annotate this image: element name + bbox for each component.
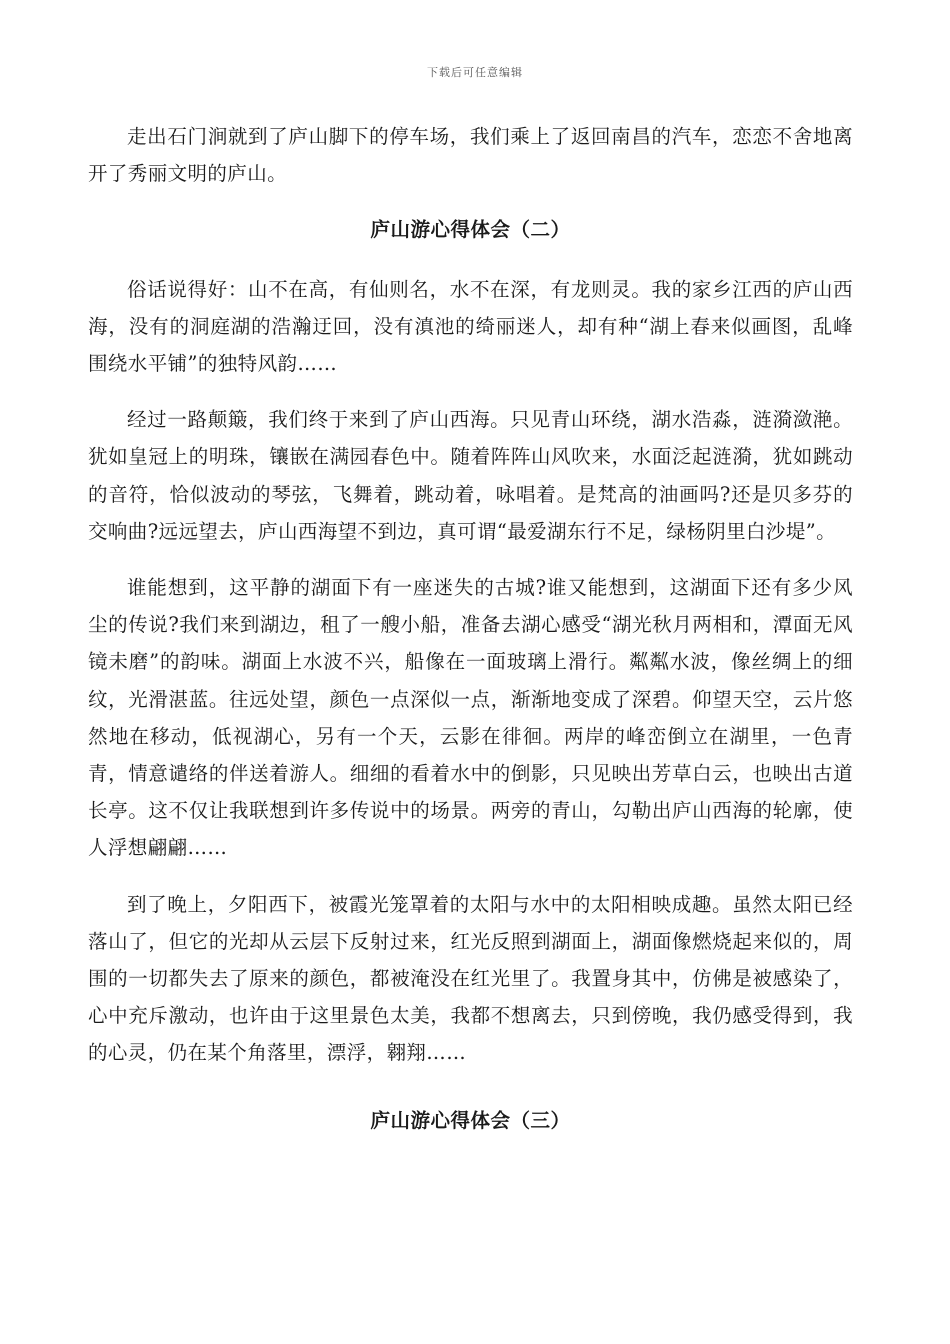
paragraph-1: 俗话说得好：山不在高，有仙则名，水不在深，有龙则灵。我的家乡江西的庐山西海，没有的洞庭湖的浩瀚迂回，没有滇池的绮丽迷人，却有种“湖上春来似画图，乱峰围绕水平铺”的独特风韵…… bbox=[88, 277, 853, 376]
paragraph-2: 经过一路颠簸，我们终于来到了庐山西海。只见青山环绕，湖水浩淼，涟漪潋滟。犹如皇冠上的明珠，镶嵌在满园春色中。随着阵阵山风吹来，水面泛起涟漪，犹如跳动的音符，恰似波动的琴弦，飞舞着，跳动着，咏唱着。是梵高的油画吗?还是贝多芬的交响曲?远远望去，庐山西海望不到边，真可谓“最爱湖东行不足，绿杨阴里白沙堤”。 bbox=[88, 408, 853, 543]
page-header: 下载后可任意编辑 bbox=[427, 66, 523, 79]
section-title-2: 庐山游心得体会（二） bbox=[370, 218, 571, 242]
paragraph-intro: 走出石门涧就到了庐山脚下的停车场，我们乘上了返回南昌的汽车，恋恋不舍地离开了秀丽文明的庐山。 bbox=[88, 125, 853, 186]
paragraph-3: 谁能想到，这平静的湖面下有一座迷失的古城?谁又能想到，这湖面下还有多少风尘的传说?我们来到湖边，租了一艘小船，准备去湖心感受“湖光秋月两相和，潭面无风镜未磨”的韵味。湖面上水波不兴，船像在一面玻璃上滑行。粼粼水波，像丝绸上的细纹，光滑湛蓝。往远处望，颜色一点深似一点，渐渐地变成了深碧。仰望天空，云片悠然地在移动，低视湖心，另有一个天，云影在徘徊。两岸的峰峦倒立在湖里，一色青青，情意谴络的伴送着游人。细细的看着水中的倒影，只见映出芳草白云，也映出古道长亭。这不仅让我联想到许多传说中的场景。两旁的青山，勾勒出庐山西海的轮廓，使人浮想翩翩…… bbox=[88, 576, 853, 860]
section-title-3: 庐山游心得体会（三） bbox=[370, 1108, 571, 1132]
document-body bbox=[88, 118, 853, 1161]
paragraph-4: 到了晚上，夕阳西下，被霞光笼罩着的太阳与水中的太阳相映成趣。虽然太阳已经落山了，但它的光却从云层下反射过来，红光反照到湖面上，湖面像燃烧起来似的，周围的一切都失去了原来的颜色，都被淹没在红光里了。我置身其中，仿佛是被感染了，心中充斥激动，也许由于这里景色太美，我都不想离去，只到傍晚，我仍感受得到，我的心灵，仍在某个角落里，漂浮，翱翔…… bbox=[88, 892, 853, 1065]
